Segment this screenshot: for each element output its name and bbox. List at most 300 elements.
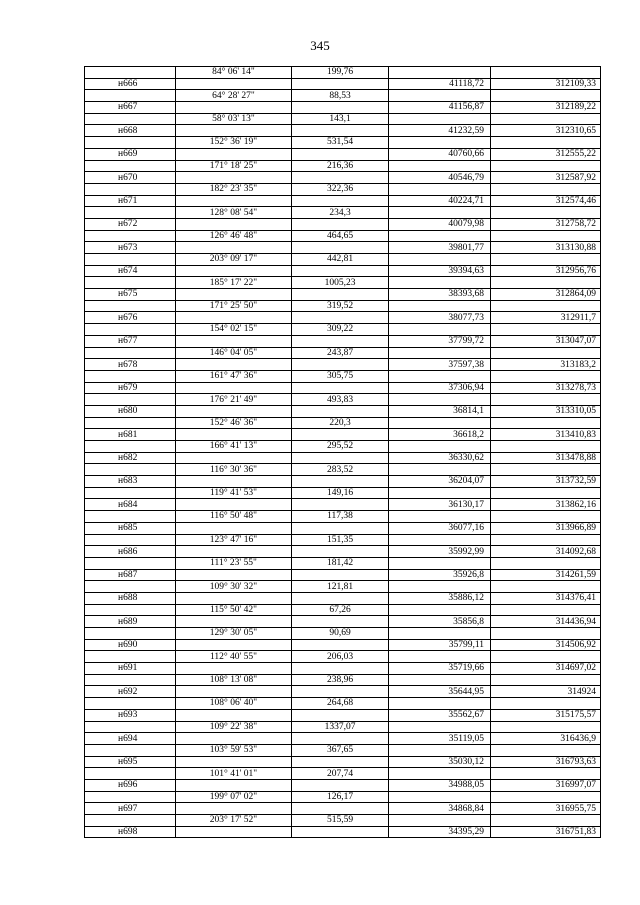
direction-angle-cell (176, 826, 292, 838)
direction-angle-cell (176, 616, 292, 628)
direction-angle-cell (176, 803, 292, 815)
direction-angle-cell (176, 125, 292, 137)
direction-angle-cell: 203° 17' 52" (176, 815, 292, 827)
y-coordinate-cell (491, 721, 601, 733)
segment-row (85, 815, 601, 827)
x-coordinate-cell (389, 464, 491, 476)
y-coordinate-cell: 312189,22 (491, 102, 601, 114)
y-coordinate-cell: 316751,83 (491, 826, 601, 838)
point-number-cell (85, 254, 176, 266)
point-row (85, 663, 601, 675)
x-coordinate-cell: 40760,66 (389, 148, 491, 160)
segment-row (85, 417, 601, 429)
x-coordinate-cell: 39394,63 (389, 265, 491, 277)
y-coordinate-cell: 312310,65 (491, 125, 601, 137)
y-coordinate-cell: 316955,75 (491, 803, 601, 815)
direction-angle-cell: 115° 50' 42" (176, 604, 292, 616)
point-row (85, 172, 601, 184)
point-number-cell: н692 (85, 686, 176, 698)
direction-angle-cell: 146° 04' 05" (176, 347, 292, 359)
point-row (85, 429, 601, 441)
x-coordinate-cell: 37597,38 (389, 359, 491, 371)
segment-row (85, 581, 601, 593)
x-coordinate-cell: 34988,05 (389, 779, 491, 791)
y-coordinate-cell: 314376,41 (491, 592, 601, 604)
segment-row (85, 67, 601, 79)
direction-angle-cell (176, 452, 292, 464)
segment-length-cell: 220,3 (292, 417, 389, 429)
direction-angle-cell (176, 195, 292, 207)
point-row (85, 546, 601, 558)
x-coordinate-cell: 41118,72 (389, 78, 491, 90)
point-number-cell: н676 (85, 312, 176, 324)
segment-length-cell: 283,52 (292, 464, 389, 476)
segment-length-cell (292, 639, 389, 651)
y-coordinate-cell (491, 370, 601, 382)
segment-length-cell (292, 359, 389, 371)
segment-row (85, 230, 601, 242)
point-number-cell: н693 (85, 709, 176, 721)
direction-angle-cell: 128° 08' 54" (176, 207, 292, 219)
y-coordinate-cell (491, 300, 601, 312)
segment-length-cell: 121,81 (292, 581, 389, 593)
direction-angle-cell: 108° 06' 40" (176, 698, 292, 710)
y-coordinate-cell (491, 394, 601, 406)
x-coordinate-cell (389, 651, 491, 663)
direction-angle-cell (176, 592, 292, 604)
direction-angle-cell: 64° 28' 27" (176, 90, 292, 102)
y-coordinate-cell: 313183,2 (491, 359, 601, 371)
point-row (85, 218, 601, 230)
segment-length-cell: 67,26 (292, 604, 389, 616)
segment-length-cell (292, 335, 389, 347)
segment-length-cell: 238,96 (292, 674, 389, 686)
point-row (85, 476, 601, 488)
point-number-cell: н685 (85, 522, 176, 534)
segment-length-cell: 442,81 (292, 254, 389, 266)
point-row (85, 803, 601, 815)
point-number-cell (85, 557, 176, 569)
y-coordinate-cell (491, 534, 601, 546)
point-number-cell (85, 394, 176, 406)
y-coordinate-cell: 313130,88 (491, 242, 601, 254)
y-coordinate-cell (491, 674, 601, 686)
segment-length-cell: 143,1 (292, 113, 389, 125)
segment-length-cell (292, 382, 389, 394)
point-number-cell: н698 (85, 826, 176, 838)
direction-angle-cell: 154° 02' 15" (176, 324, 292, 336)
y-coordinate-cell (491, 324, 601, 336)
y-coordinate-cell: 312864,09 (491, 289, 601, 301)
direction-angle-cell (176, 639, 292, 651)
segment-length-cell: 515,59 (292, 815, 389, 827)
point-number-cell (85, 464, 176, 476)
y-coordinate-cell: 316436,9 (491, 733, 601, 745)
y-coordinate-cell: 313478,88 (491, 452, 601, 464)
segment-length-cell (292, 405, 389, 417)
segment-length-cell (292, 148, 389, 160)
direction-angle-cell (176, 172, 292, 184)
segment-length-cell (292, 686, 389, 698)
page-number: 345 (310, 38, 330, 53)
x-coordinate-cell (389, 604, 491, 616)
y-coordinate-cell (491, 651, 601, 663)
segment-length-cell: 309,22 (292, 324, 389, 336)
direction-angle-cell (176, 405, 292, 417)
direction-angle-cell: 109° 22' 38" (176, 721, 292, 733)
point-number-cell (85, 160, 176, 172)
x-coordinate-cell: 34868,84 (389, 803, 491, 815)
y-coordinate-cell: 313310,05 (491, 405, 601, 417)
segment-length-cell: 243,87 (292, 347, 389, 359)
segment-row (85, 511, 601, 523)
x-coordinate-cell (389, 441, 491, 453)
point-row (85, 733, 601, 745)
direction-angle-cell: 126° 46' 48" (176, 230, 292, 242)
segment-length-cell (292, 429, 389, 441)
y-coordinate-cell (491, 90, 601, 102)
point-number-cell (85, 417, 176, 429)
segment-length-cell: 305,75 (292, 370, 389, 382)
point-row (85, 78, 601, 90)
x-coordinate-cell (389, 230, 491, 242)
segment-row (85, 698, 601, 710)
point-row (85, 312, 601, 324)
direction-angle-cell (176, 709, 292, 721)
x-coordinate-cell (389, 815, 491, 827)
segment-length-cell (292, 172, 389, 184)
point-number-cell (85, 628, 176, 640)
y-coordinate-cell (491, 744, 601, 756)
point-number-cell (85, 90, 176, 102)
x-coordinate-cell (389, 487, 491, 499)
point-number-cell: н689 (85, 616, 176, 628)
x-coordinate-cell (389, 394, 491, 406)
point-row (85, 265, 601, 277)
segment-length-cell (292, 709, 389, 721)
x-coordinate-cell: 36814,1 (389, 405, 491, 417)
point-row (85, 289, 601, 301)
segment-row (85, 160, 601, 172)
y-coordinate-cell: 313732,59 (491, 476, 601, 488)
point-number-cell (85, 534, 176, 546)
y-coordinate-cell (491, 347, 601, 359)
point-number-cell (85, 300, 176, 312)
point-number-cell: н675 (85, 289, 176, 301)
direction-angle-cell (176, 756, 292, 768)
x-coordinate-cell: 34395,29 (389, 826, 491, 838)
segment-row (85, 394, 601, 406)
point-number-cell: н694 (85, 733, 176, 745)
x-coordinate-cell (389, 347, 491, 359)
coordinates-table (84, 66, 601, 838)
y-coordinate-cell (491, 557, 601, 569)
direction-angle-cell (176, 312, 292, 324)
point-row (85, 405, 601, 417)
segment-length-cell (292, 218, 389, 230)
y-coordinate-cell (491, 511, 601, 523)
y-coordinate-cell (491, 581, 601, 593)
direction-angle-cell: 185° 17' 22" (176, 277, 292, 289)
point-row (85, 616, 601, 628)
x-coordinate-cell: 41232,59 (389, 125, 491, 137)
y-coordinate-cell: 314506,92 (491, 639, 601, 651)
point-number-cell: н674 (85, 265, 176, 277)
x-coordinate-cell (389, 254, 491, 266)
segment-length-cell: 216,36 (292, 160, 389, 172)
point-number-cell (85, 370, 176, 382)
segment-length-cell: 151,35 (292, 534, 389, 546)
x-coordinate-cell: 35644,95 (389, 686, 491, 698)
point-number-cell: н673 (85, 242, 176, 254)
segment-length-cell: 181,42 (292, 557, 389, 569)
segment-length-cell (292, 102, 389, 114)
point-number-cell: н672 (85, 218, 176, 230)
segment-length-cell (292, 78, 389, 90)
segment-row (85, 370, 601, 382)
x-coordinate-cell (389, 160, 491, 172)
point-row (85, 452, 601, 464)
x-coordinate-cell (389, 417, 491, 429)
segment-length-cell (292, 592, 389, 604)
direction-angle-cell: 111° 23' 55" (176, 557, 292, 569)
x-coordinate-cell: 36618,2 (389, 429, 491, 441)
direction-angle-cell: 58° 03' 13" (176, 113, 292, 125)
x-coordinate-cell: 38393,68 (389, 289, 491, 301)
segment-length-cell: 117,38 (292, 511, 389, 523)
direction-angle-cell (176, 546, 292, 558)
x-coordinate-cell (389, 137, 491, 149)
x-coordinate-cell: 36330,62 (389, 452, 491, 464)
point-number-cell (85, 113, 176, 125)
point-number-cell (85, 768, 176, 780)
point-row (85, 522, 601, 534)
segment-length-cell (292, 546, 389, 558)
direction-angle-cell (176, 102, 292, 114)
y-coordinate-cell (491, 113, 601, 125)
point-number-cell (85, 67, 176, 79)
point-number-cell: н683 (85, 476, 176, 488)
x-coordinate-cell: 36130,17 (389, 499, 491, 511)
segment-length-cell (292, 242, 389, 254)
segment-length-cell: 367,65 (292, 744, 389, 756)
point-number-cell: н679 (85, 382, 176, 394)
direction-angle-cell (176, 476, 292, 488)
x-coordinate-cell (389, 370, 491, 382)
segment-length-cell (292, 803, 389, 815)
x-coordinate-cell (389, 324, 491, 336)
segment-length-cell: 319,52 (292, 300, 389, 312)
point-number-cell (85, 698, 176, 710)
segment-row (85, 137, 601, 149)
direction-angle-cell: 84° 06' 14" (176, 67, 292, 79)
point-row (85, 102, 601, 114)
point-row (85, 499, 601, 511)
point-number-cell: н681 (85, 429, 176, 441)
segment-length-cell (292, 756, 389, 768)
point-number-cell (85, 815, 176, 827)
segment-length-cell (292, 312, 389, 324)
y-coordinate-cell: 312555,22 (491, 148, 601, 160)
y-coordinate-cell: 313966,89 (491, 522, 601, 534)
direction-angle-cell (176, 779, 292, 791)
point-number-cell: н695 (85, 756, 176, 768)
y-coordinate-cell: 313862,16 (491, 499, 601, 511)
segment-row (85, 604, 601, 616)
x-coordinate-cell (389, 183, 491, 195)
x-coordinate-cell (389, 534, 491, 546)
point-number-cell (85, 324, 176, 336)
x-coordinate-cell (389, 581, 491, 593)
y-coordinate-cell (491, 230, 601, 242)
point-row (85, 756, 601, 768)
segment-row (85, 300, 601, 312)
x-coordinate-cell (389, 744, 491, 756)
segment-length-cell: 149,16 (292, 487, 389, 499)
point-number-cell: н696 (85, 779, 176, 791)
direction-angle-cell: 182° 23' 35" (176, 183, 292, 195)
direction-angle-cell: 123° 47' 16" (176, 534, 292, 546)
segment-length-cell (292, 476, 389, 488)
x-coordinate-cell (389, 300, 491, 312)
x-coordinate-cell (389, 768, 491, 780)
y-coordinate-cell: 316997,07 (491, 779, 601, 791)
x-coordinate-cell: 35562,67 (389, 709, 491, 721)
x-coordinate-cell (389, 674, 491, 686)
y-coordinate-cell: 312911,7 (491, 312, 601, 324)
segment-length-cell: 464,65 (292, 230, 389, 242)
point-row (85, 335, 601, 347)
segment-length-cell: 531,54 (292, 137, 389, 149)
direction-angle-cell: 108° 13' 08" (176, 674, 292, 686)
direction-angle-cell (176, 289, 292, 301)
y-coordinate-cell: 313278,73 (491, 382, 601, 394)
y-coordinate-cell (491, 487, 601, 499)
y-coordinate-cell: 314924 (491, 686, 601, 698)
y-coordinate-cell (491, 768, 601, 780)
y-coordinate-cell (491, 207, 601, 219)
point-number-cell: н690 (85, 639, 176, 651)
point-row (85, 569, 601, 581)
segment-length-cell (292, 125, 389, 137)
x-coordinate-cell (389, 90, 491, 102)
segment-row (85, 347, 601, 359)
point-number-cell: н668 (85, 125, 176, 137)
direction-angle-cell: 103° 59' 53" (176, 744, 292, 756)
x-coordinate-cell: 35119,05 (389, 733, 491, 745)
segment-length-cell (292, 289, 389, 301)
y-coordinate-cell (491, 815, 601, 827)
direction-angle-cell (176, 733, 292, 745)
point-number-cell (85, 651, 176, 663)
point-row (85, 826, 601, 838)
segment-length-cell: 90,69 (292, 628, 389, 640)
segment-length-cell: 295,52 (292, 441, 389, 453)
x-coordinate-cell (389, 113, 491, 125)
direction-angle-cell (176, 265, 292, 277)
y-coordinate-cell (491, 464, 601, 476)
y-coordinate-cell: 314261,59 (491, 569, 601, 581)
point-number-cell (85, 674, 176, 686)
point-number-cell: н686 (85, 546, 176, 558)
y-coordinate-cell (491, 698, 601, 710)
point-number-cell (85, 721, 176, 733)
point-row (85, 148, 601, 160)
x-coordinate-cell: 40079,98 (389, 218, 491, 230)
x-coordinate-cell: 39801,77 (389, 242, 491, 254)
direction-angle-cell: 101° 41' 01" (176, 768, 292, 780)
point-number-cell: н677 (85, 335, 176, 347)
x-coordinate-cell: 35799,11 (389, 639, 491, 651)
direction-angle-cell: 129° 30' 05" (176, 628, 292, 640)
point-number-cell (85, 183, 176, 195)
direction-angle-cell: 161° 47' 36" (176, 370, 292, 382)
y-coordinate-cell: 316793,63 (491, 756, 601, 768)
x-coordinate-cell (389, 277, 491, 289)
y-coordinate-cell (491, 277, 601, 289)
y-coordinate-cell (491, 67, 601, 79)
segment-length-cell (292, 733, 389, 745)
point-number-cell: н691 (85, 663, 176, 675)
y-coordinate-cell: 313410,83 (491, 429, 601, 441)
y-coordinate-cell (491, 254, 601, 266)
y-coordinate-cell: 314436,94 (491, 616, 601, 628)
x-coordinate-cell: 41156,87 (389, 102, 491, 114)
direction-angle-cell: 112° 40' 55" (176, 651, 292, 663)
x-coordinate-cell: 35886,12 (389, 592, 491, 604)
y-coordinate-cell (491, 160, 601, 172)
x-coordinate-cell: 40546,79 (389, 172, 491, 184)
segment-length-cell (292, 452, 389, 464)
y-coordinate-cell (491, 137, 601, 149)
point-row (85, 779, 601, 791)
x-coordinate-cell (389, 511, 491, 523)
point-number-cell: н688 (85, 592, 176, 604)
x-coordinate-cell (389, 721, 491, 733)
segment-length-cell (292, 569, 389, 581)
segment-length-cell: 88,53 (292, 90, 389, 102)
direction-angle-cell: 152° 46' 36" (176, 417, 292, 429)
direction-angle-cell (176, 359, 292, 371)
direction-angle-cell: 166° 41' 13" (176, 441, 292, 453)
direction-angle-cell: 119° 41' 53" (176, 487, 292, 499)
y-coordinate-cell: 312758,72 (491, 218, 601, 230)
x-coordinate-cell: 35926,8 (389, 569, 491, 581)
y-coordinate-cell: 314697,02 (491, 663, 601, 675)
y-coordinate-cell: 315175,57 (491, 709, 601, 721)
y-coordinate-cell (491, 791, 601, 803)
point-number-cell (85, 277, 176, 289)
x-coordinate-cell (389, 628, 491, 640)
segment-row (85, 744, 601, 756)
segment-length-cell: 199,76 (292, 67, 389, 79)
direction-angle-cell: 171° 18' 25" (176, 160, 292, 172)
segment-row (85, 441, 601, 453)
x-coordinate-cell: 35719,66 (389, 663, 491, 675)
point-row (85, 242, 601, 254)
y-coordinate-cell (491, 183, 601, 195)
segment-length-cell (292, 779, 389, 791)
point-number-cell: н697 (85, 803, 176, 815)
segment-row (85, 113, 601, 125)
direction-angle-cell: 176° 21' 49" (176, 394, 292, 406)
point-number-cell: н678 (85, 359, 176, 371)
segment-row (85, 557, 601, 569)
x-coordinate-cell: 36204,07 (389, 476, 491, 488)
point-number-cell: н684 (85, 499, 176, 511)
direction-angle-cell (176, 429, 292, 441)
point-row (85, 639, 601, 651)
